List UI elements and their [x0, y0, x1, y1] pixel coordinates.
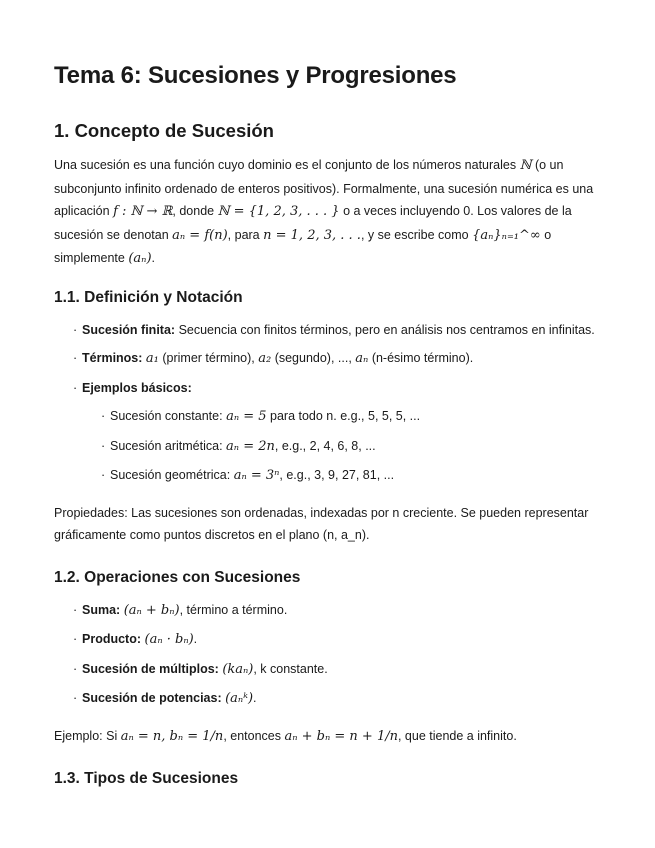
page-title: Tema 6: Sucesiones y Progresiones [54, 62, 457, 89]
section-heading: 1. Concepto de Sucesión [54, 120, 274, 141]
text: , e.g., 3, 9, 27, 81, ... [279, 468, 395, 482]
list-item [54, 347, 615, 371]
text: . [151, 251, 156, 265]
list-item [54, 377, 615, 488]
text: , k constante. [253, 661, 328, 676]
math: aₙ [355, 351, 369, 366]
text: Sucesión aritmética: [110, 438, 223, 453]
text: , e.g., 2, 4, 6, 8, ... [274, 438, 376, 453]
math: (aₙ) [128, 251, 152, 266]
list-item [82, 405, 615, 429]
text: , entonces [223, 728, 281, 743]
list-item [54, 628, 615, 652]
math: aₙ + bₙ = n + 1/n [284, 728, 398, 744]
subsection-heading: 1.2. Operaciones con Sucesiones [54, 568, 301, 586]
math: aₙ = f(n) [172, 227, 228, 243]
math: f : ℕ → ℝ [113, 204, 173, 219]
text: Sucesión geométrica: [110, 468, 231, 482]
text: (o un subconjunto infinito ordenado de enteros positivos). Formalmente, una sucesión numérica es una aplicación [54, 158, 594, 218]
properties-paragraph: Propiedades: Las sucesiones son ordenadas, indexadas por n creciente. Se pueden representar gráficamente como puntos discretos en el plano (n, a_n). [54, 505, 589, 542]
text: Secuencia con finitos términos, pero en análisis nos centramos en infinitas. [178, 322, 595, 337]
math: a₂ [258, 351, 272, 366]
label: Suma: [82, 602, 121, 617]
list-item [54, 658, 615, 682]
list-item [54, 687, 615, 711]
math: (aₙ + bₙ) [123, 602, 180, 618]
label: Ejemplos básicos: [82, 380, 192, 395]
list-item [54, 599, 615, 623]
text: (n-ésimo término). [371, 351, 474, 365]
subsection-heading: 1.1. Definición y Notación [54, 288, 243, 306]
definition-list [54, 319, 615, 488]
text: , que tiende a infinito. [397, 728, 517, 743]
math: (aₙᵏ) [225, 691, 254, 706]
text: . [193, 632, 198, 646]
text: Sucesión constante: [110, 409, 223, 423]
text: o a veces incluyendo 0. Los valores de la sucesión se denotan [54, 204, 572, 242]
math: (aₙ · bₙ) [144, 632, 194, 647]
math: (kaₙ) [222, 661, 254, 677]
label: Sucesión de potencias: [82, 691, 222, 705]
label: Producto: [82, 632, 142, 646]
math: ℕ [519, 158, 532, 173]
list-item [54, 319, 615, 342]
text: Una sucesión es una función cuyo dominio es el conjunto de los números naturales [54, 158, 517, 172]
text: o simplemente [54, 227, 552, 265]
list-item [82, 435, 615, 459]
example-paragraph [54, 725, 615, 749]
math: a₁ [145, 351, 159, 366]
text: (primer término), [162, 351, 255, 365]
math: aₙ = 5 [226, 409, 267, 424]
text: para todo n. e.g., 5, 5, 5, ... [270, 409, 421, 423]
list-item [82, 464, 615, 488]
operations-list [54, 599, 615, 711]
subsection-heading: 1.3. Tipos de Sucesiones [54, 770, 239, 787]
math: ℕ = {1, 2, 3, . . . } [217, 204, 340, 219]
math: aₙ = n, bₙ = 1/n [120, 728, 224, 744]
text: , término a término. [179, 602, 288, 617]
math: {aₙ}ₙ₌₁^∞ [472, 227, 541, 243]
math: aₙ = 3ⁿ [233, 468, 280, 483]
math: aₙ = 2n [226, 438, 275, 454]
label: Sucesión de múltiplos: [82, 661, 219, 676]
paragraph [54, 154, 615, 271]
text: , y se escribe como [360, 227, 469, 242]
label: Términos: [82, 351, 143, 365]
text: (segundo), ..., [274, 351, 352, 365]
text: , para [227, 227, 260, 242]
text: Ejemplo: Si [54, 728, 118, 743]
text: , donde [172, 204, 215, 218]
examples-list [82, 405, 615, 488]
math: n = 1, 2, 3, . . . [263, 227, 361, 243]
label: Sucesión finita: [82, 322, 176, 337]
text: . [253, 691, 257, 705]
